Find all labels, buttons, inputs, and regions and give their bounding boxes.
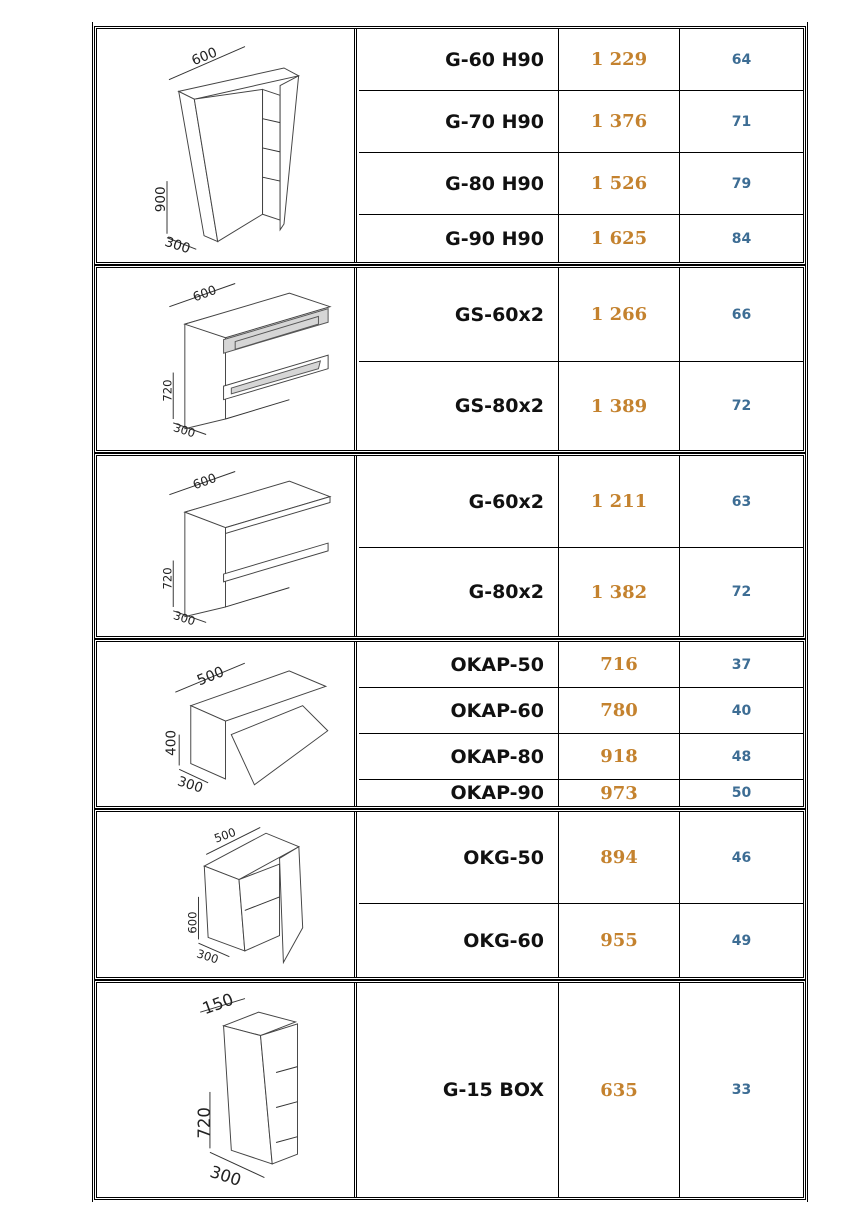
frame-left-line [92, 22, 93, 1202]
width-dimension: 500 [194, 664, 227, 690]
open-shelf-box-icon [97, 983, 354, 1197]
product-drawing-cell [97, 268, 357, 450]
price-value: 1 266 [559, 268, 680, 361]
glass-flap-wall-cabinet-icon [97, 268, 354, 450]
eur-price-value: 79 [731, 175, 752, 192]
eur-price-value: 72 [731, 584, 752, 600]
height-dimension: 720 [194, 1107, 214, 1139]
product-row [359, 90, 803, 152]
width-dimension: 600 [190, 281, 219, 305]
product-drawing-cell [97, 456, 357, 636]
depth-dimension: 300 [171, 608, 198, 629]
double-flap-wall-cabinet-icon [97, 456, 354, 636]
eur-price-value: 66 [731, 306, 752, 323]
product-drawing-cell [97, 983, 357, 1197]
product-code: G-15 BOX [359, 983, 559, 1197]
product-code: OKAP-50 [359, 642, 559, 687]
height-dimension: 720 [160, 567, 175, 590]
product-code: OKAP-90 [359, 780, 559, 806]
product-group [94, 453, 806, 639]
product-code: G-80 H90 [359, 153, 559, 214]
width-dimension: 600 [189, 44, 220, 70]
eur-price-value: 46 [731, 849, 752, 866]
price-value: 918 [559, 734, 680, 779]
product-code: OKG-50 [359, 812, 559, 903]
depth-dimension: 300 [194, 946, 221, 967]
price-value: 955 [559, 904, 680, 977]
product-row [359, 456, 803, 547]
eur-price-value: 49 [731, 932, 752, 949]
product-row [359, 361, 803, 450]
eur-price-value: 48 [731, 748, 752, 765]
tall-two-door-wall-cabinet-icon [97, 29, 354, 262]
product-row [359, 687, 803, 733]
product-row [359, 29, 803, 90]
depth-dimension: 300 [207, 1162, 244, 1190]
product-row [359, 152, 803, 214]
height-dimension: 720 [160, 379, 175, 402]
product-group [94, 265, 806, 453]
product-code: G-80x2 [359, 548, 559, 636]
eur-price-value: 71 [731, 113, 752, 130]
product-drawing-cell [97, 29, 357, 262]
price-value: 1 382 [559, 548, 680, 636]
price-value: 1 229 [559, 29, 680, 90]
width-dimension: 600 [190, 469, 219, 493]
product-code: G-60x2 [359, 456, 559, 547]
height-dimension: 400 [163, 730, 180, 756]
depth-dimension: 300 [162, 234, 193, 258]
product-row [359, 779, 803, 806]
price-value: 1 376 [559, 91, 680, 152]
price-value: 716 [559, 642, 680, 687]
product-code: G-60 H90 [359, 29, 559, 90]
height-dimension: 600 [185, 911, 200, 934]
eur-price-value: 63 [731, 493, 752, 510]
eur-price-value: 33 [731, 1082, 752, 1098]
price-value: 1 211 [559, 456, 680, 547]
product-row [359, 903, 803, 977]
eur-price-value: 50 [731, 785, 752, 801]
eur-price-value: 72 [731, 398, 752, 414]
product-drawing-cell [97, 812, 357, 977]
product-row [359, 268, 803, 361]
eur-price-value: 40 [731, 702, 752, 719]
price-value: 1 625 [559, 215, 680, 262]
product-code: GS-60x2 [359, 268, 559, 361]
product-drawing-cell [97, 642, 357, 806]
product-code: GS-80x2 [359, 362, 559, 450]
price-value: 1 526 [559, 153, 680, 214]
eur-price-value: 84 [731, 230, 752, 247]
eur-price-value: 64 [731, 51, 752, 68]
width-dimension: 150 [199, 989, 236, 1019]
product-code: G-90 H90 [359, 215, 559, 262]
height-dimension: 900 [153, 186, 170, 213]
depth-dimension: 300 [175, 773, 205, 797]
product-code: OKAP-80 [359, 734, 559, 779]
product-row [359, 214, 803, 262]
product-group [94, 639, 806, 809]
price-value: 894 [559, 812, 680, 903]
price-value: 635 [559, 983, 680, 1197]
price-value: 1 389 [559, 362, 680, 450]
product-row [359, 812, 803, 903]
price-value: 780 [559, 688, 680, 733]
hood-cabinet-icon [97, 642, 354, 806]
product-row [359, 547, 803, 636]
width-dimension: 500 [212, 824, 238, 846]
frame-right-line [807, 22, 808, 1202]
single-door-wall-cabinet-icon [97, 812, 354, 977]
product-code: G-70 H90 [359, 91, 559, 152]
product-group [94, 26, 806, 265]
price-value: 973 [559, 780, 680, 806]
product-group [94, 809, 806, 980]
depth-dimension: 300 [171, 420, 198, 441]
product-group [94, 980, 806, 1200]
product-row [359, 983, 803, 1197]
product-row [359, 642, 803, 687]
product-row [359, 733, 803, 779]
product-code: OKAP-60 [359, 688, 559, 733]
product-code: OKG-60 [359, 904, 559, 977]
eur-price-value: 37 [731, 656, 752, 673]
